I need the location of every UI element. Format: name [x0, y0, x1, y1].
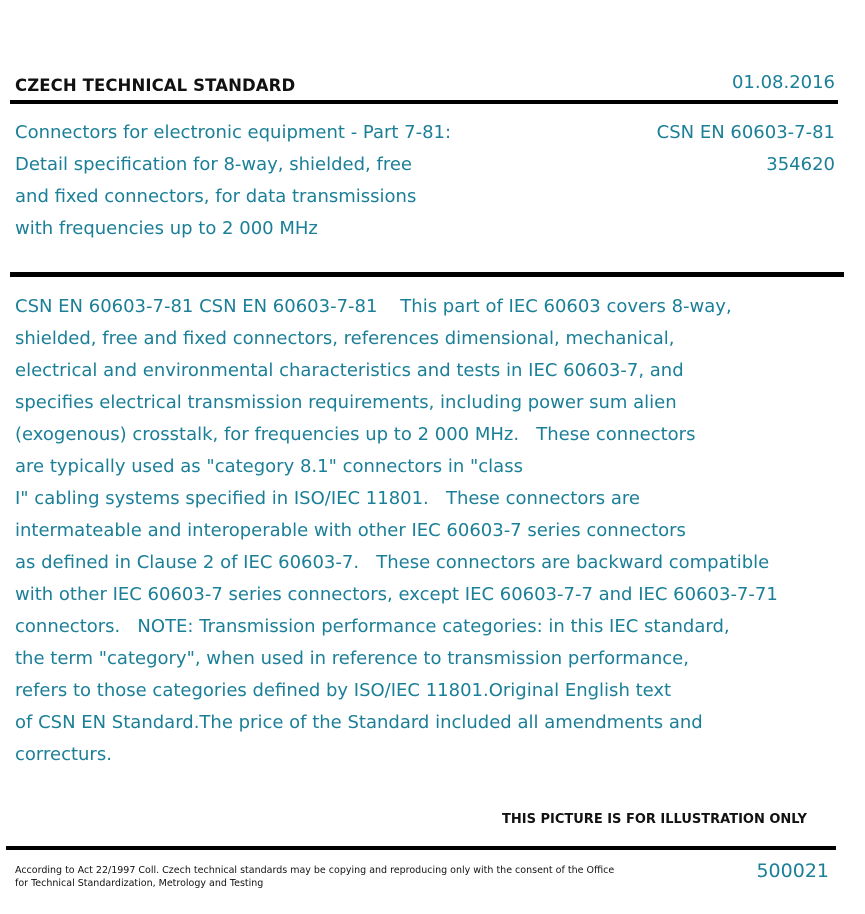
- abstract-line: specifies electrical transmission requirements, including power sum alien: [15, 392, 677, 413]
- legal-notice-line: for Technical Standardization, Metrology and Testing: [15, 878, 264, 889]
- abstract-line: electrical and environmental characteristics and tests in IEC 60603-7, and: [15, 360, 684, 381]
- abstract-line: the term "category", when used in reference to transmission performance,: [15, 648, 689, 669]
- abstract-line: with other IEC 60603-7 series connectors, except IEC 60603-7-7 and IEC 60603-7-71: [15, 584, 778, 605]
- standard-abstract: [15, 291, 850, 771]
- catalog-number: 354620: [766, 154, 835, 175]
- standard-title-line: and fixed connectors, for data transmissions: [15, 186, 417, 207]
- header-divider: [10, 100, 838, 104]
- document-header-title: CZECH TECHNICAL STANDARD: [15, 76, 296, 95]
- abstract-line: of CSN EN Standard.The price of the Standard included all amendments and: [15, 712, 703, 733]
- standard-code: CSN EN 60603-7-81: [656, 122, 835, 143]
- abstract-line: I" cabling systems specified in ISO/IEC 11801. These connectors are: [15, 488, 640, 509]
- standard-title-line: with frequencies up to 2 000 MHz: [15, 218, 318, 239]
- abstract-line: shielded, free and fixed connectors, references dimensional, mechanical,: [15, 328, 675, 349]
- abstract-line: connectors. NOTE: Transmission performance categories: in this IEC standard,: [15, 616, 730, 637]
- standard-title: [15, 117, 451, 245]
- legal-notice: [15, 864, 615, 890]
- abstract-line: correcturs.: [15, 744, 112, 765]
- section-divider: [10, 272, 844, 277]
- legal-notice-line: According to Act 22/1997 Coll. Czech technical standards may be copying and reproducing only with the consent of the Office: [15, 865, 615, 876]
- standard-title-line: Connectors for electronic equipment - Part 7-81:: [15, 122, 452, 143]
- footer-number: 500021: [756, 860, 829, 882]
- document-date: 01.08.2016: [731, 72, 835, 93]
- footer-divider: [6, 846, 836, 850]
- abstract-line: as defined in Clause 2 of IEC 60603-7. These connectors are backward compatible: [15, 552, 770, 573]
- abstract-line: (exogenous) crosstalk, for frequencies up to 2 000 MHz. These connectors: [15, 424, 696, 445]
- illustration-disclaimer: THIS PICTURE IS FOR ILLUSTRATION ONLY: [502, 812, 807, 827]
- abstract-line: CSN EN 60603-7-81 CSN EN 60603-7-81 This part of IEC 60603 covers 8-way,: [15, 296, 732, 317]
- standard-title-line: Detail specification for 8-way, shielded, free: [15, 154, 412, 175]
- abstract-line: are typically used as "category 8.1" connectors in "class: [15, 456, 523, 477]
- abstract-line: intermateable and interoperable with other IEC 60603-7 series connectors: [15, 520, 686, 541]
- abstract-line: refers to those categories defined by ISO/IEC 11801.Original English text: [15, 680, 672, 701]
- standard-identifiers: [657, 117, 835, 181]
